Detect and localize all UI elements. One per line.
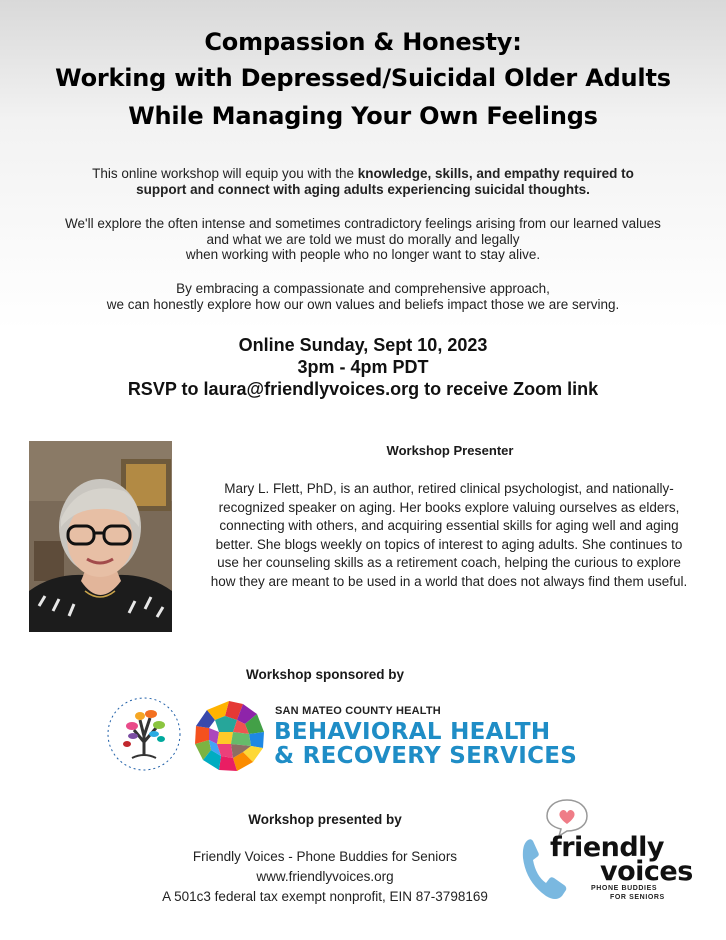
intro-text: This online workshop will equip you with the [92,166,358,181]
presenter-heading: Workshop Presenter [386,443,514,458]
friendly-voices-logo-line-1: friendly [550,832,665,863]
para-line: we can honestly explore how our own values and beliefs impact those we are serving. [106,296,620,312]
office-diversity-equity-logo [104,694,184,774]
presenter-photo [29,441,172,632]
title-line-3: While Managing Your Own Feelings [128,102,598,130]
intro-paragraph-1 [0,166,726,197]
bhrs-title-line-1: BEHAVIORAL HEALTH [274,719,551,745]
friendly-voices-logo-line-2: voices [600,856,693,887]
event-rsvp: RSVP to laura@friendlyvoices.org to receive Zoom link [127,379,599,399]
org-website[interactable]: www.friendlyvoices.org [256,869,394,884]
title-line-2: Working with Depressed/Suicidal Older Adults [55,64,671,92]
presented-by-heading: Workshop presented by [248,812,402,827]
org-name: Friendly Voices - Phone Buddies for Seniors [192,849,458,864]
intro-paragraph-2 [0,216,726,263]
para-line: when working with people who no longer want to stay alive. [185,247,541,262]
bhrs-title-line-2: & RECOVERY SERVICES [274,743,578,769]
para-line: and what we are told we must do morally and legally [206,231,520,247]
intro-emphasis-2: support and connect with aging adults experiencing suicidal thoughts. [136,181,590,197]
sponsors-heading: Workshop sponsored by [245,667,405,682]
para-line: We'll explore the often intense and sometimes contradictory feelings arising from our learned values [65,216,661,231]
event-date: Online Sunday, Sept 10, 2023 [238,335,488,355]
smc-health-mosaic-icon [193,700,265,772]
presenter-bio: Mary L. Flett, PhD, is an author, retired clinical psychologist, and nationally-recognized speaker on aging. Her books explore valuing ourselves as elders, connecting with others, and acquiring essential skills for aging well and aging better. She blogs weekly on topics of interest to aging adults. She continues to use her counseling skills as a retirement coach, helping the curious to explore how they are meant to be used in a world that does not always find them useful. [210,481,688,589]
smc-health-label: SAN MATEO COUNTY HEALTH [275,705,441,717]
friendly-voices-tagline-2: FOR SENIORS [610,894,665,901]
para-line: By embracing a compassionate and comprehensive approach, [176,281,550,296]
title-line-1: Compassion & Honesty: [204,28,522,56]
intro-emphasis: knowledge, skills, and empathy required to [357,166,634,181]
org-tax-info: A 501c3 federal tax exempt nonprofit, EIN 87-3798169 [162,889,488,904]
intro-paragraph-3 [0,281,726,312]
friendly-voices-tagline-1: PHONE BUDDIES [591,885,658,892]
event-time: 3pm - 4pm PDT [297,357,429,377]
